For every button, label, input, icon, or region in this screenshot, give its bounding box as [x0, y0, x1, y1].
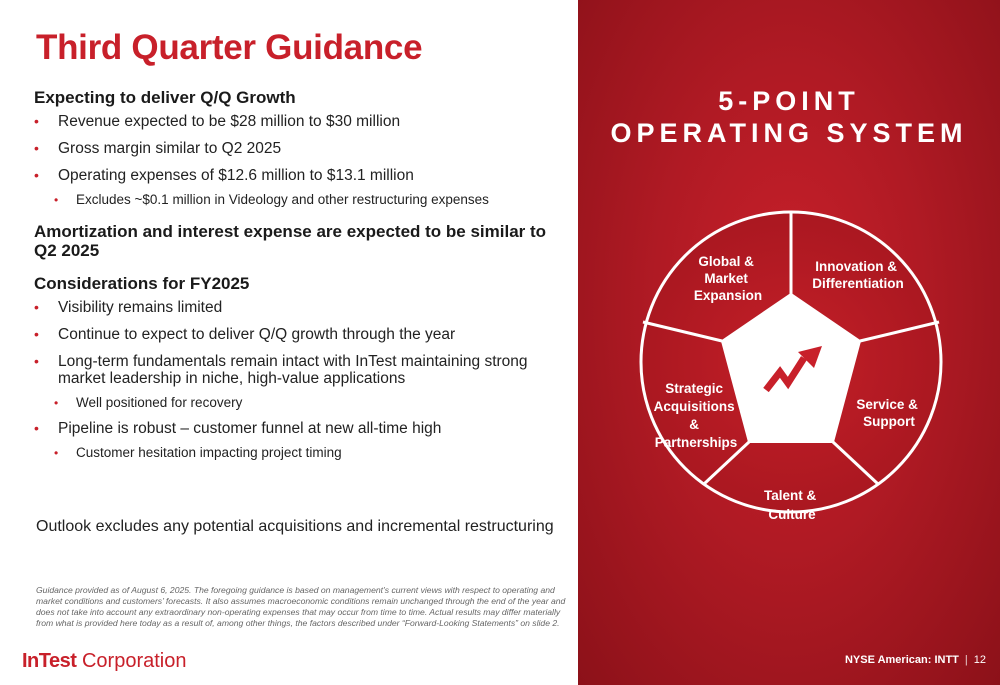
section-heading-amortization — [34, 222, 564, 260]
bullet-fundamentals — [34, 353, 564, 387]
strategic-label-3: & — [689, 417, 699, 432]
growth-bullets — [34, 113, 564, 208]
sub-bullet-recovery: • Well positioned for recovery — [34, 395, 564, 411]
page-number: 12 — [973, 654, 986, 666]
footer-separator: | — [964, 654, 968, 666]
guidance-content — [34, 88, 564, 470]
strategic-label-2: Acquisitions — [653, 399, 735, 414]
os-title-line-1: 5-POINT — [718, 86, 860, 116]
fundamentals-line-1: Long-term fundamentals remain intact with InTest maintaining strong — [58, 353, 528, 370]
operating-system-panel — [578, 0, 1000, 685]
talent-label-1: Talent & — [763, 488, 817, 503]
amortization-line-1: Amortization and interest expense are expected to be similar to — [34, 222, 547, 241]
bullet-revenue: • Revenue expected to be $28 million to $30 million — [34, 113, 564, 130]
global-label-1: Global & — [698, 254, 754, 269]
service-label-2: Support — [863, 414, 915, 429]
exchange-ticker: NYSE American: INTT — [844, 654, 959, 666]
outlook-note: Outlook excludes any potential acquisitions and incremental restructuring — [36, 518, 554, 535]
os-title-line-2: OPERATING SYSTEM — [610, 118, 968, 148]
operating-system-wheel — [578, 0, 1000, 685]
section-heading-growth: Expecting to deliver Q/Q Growth — [34, 88, 296, 107]
logo-brand: InTest — [22, 650, 77, 672]
guidance-disclaimer: Guidance provided as of August 6, 2025. The foregoing guidance is based on management’s current views with respect to operating and market conditions and customers’ forecasts. It also assumes macroeconomic conditions remain unchanged through the end of the year and does not take into account any extraordinary non-operating expenses that may occur from time to time. Actual results may differ materially from what is provided here today as a result of, among other things, the factors described under “Forward-Looking Statements” on slide 2. — [36, 585, 566, 628]
slide-title: Third Quarter Guidance — [36, 28, 423, 67]
talent-label-2: Culture — [768, 507, 816, 522]
innovation-label-1: Innovation & — [815, 259, 897, 274]
fy2025-bullets — [34, 299, 564, 461]
bullet-qq-growth: • Continue to expect to deliver Q/Q growth through the year — [34, 326, 564, 343]
fundamentals-line-2: market leadership in niche, high-value applications — [58, 370, 406, 387]
global-label-3: Expansion — [693, 288, 763, 303]
company-logo — [22, 650, 186, 673]
bullet-opex: • Operating expenses of $12.6 million to $13.1 million — [34, 167, 564, 184]
section-heading-fy2025: Considerations for FY2025 — [34, 274, 250, 293]
global-label-2: Market — [704, 271, 748, 286]
logo-suffix: Corporation — [76, 650, 187, 672]
bullet-visibility: • Visibility remains limited — [34, 299, 564, 316]
innovation-label-2: Differentiation — [812, 276, 904, 291]
strategic-label-4: Partnerships — [654, 435, 738, 450]
strategic-label-1: Strategic — [665, 381, 724, 396]
bullet-gross-margin: • Gross margin similar to Q2 2025 — [34, 140, 564, 157]
bullet-pipeline: • Pipeline is robust – customer funnel at new all-time high — [34, 420, 564, 437]
slide-footer — [845, 654, 986, 666]
amortization-line-2: Q2 2025 — [34, 241, 100, 260]
service-label-1: Service & — [856, 397, 918, 412]
sub-bullet-restructuring: • Excludes ~$0.1 million in Videology and other restructuring expenses — [34, 192, 564, 208]
sub-bullet-hesitation: • Customer hesitation impacting project timing — [34, 445, 564, 461]
